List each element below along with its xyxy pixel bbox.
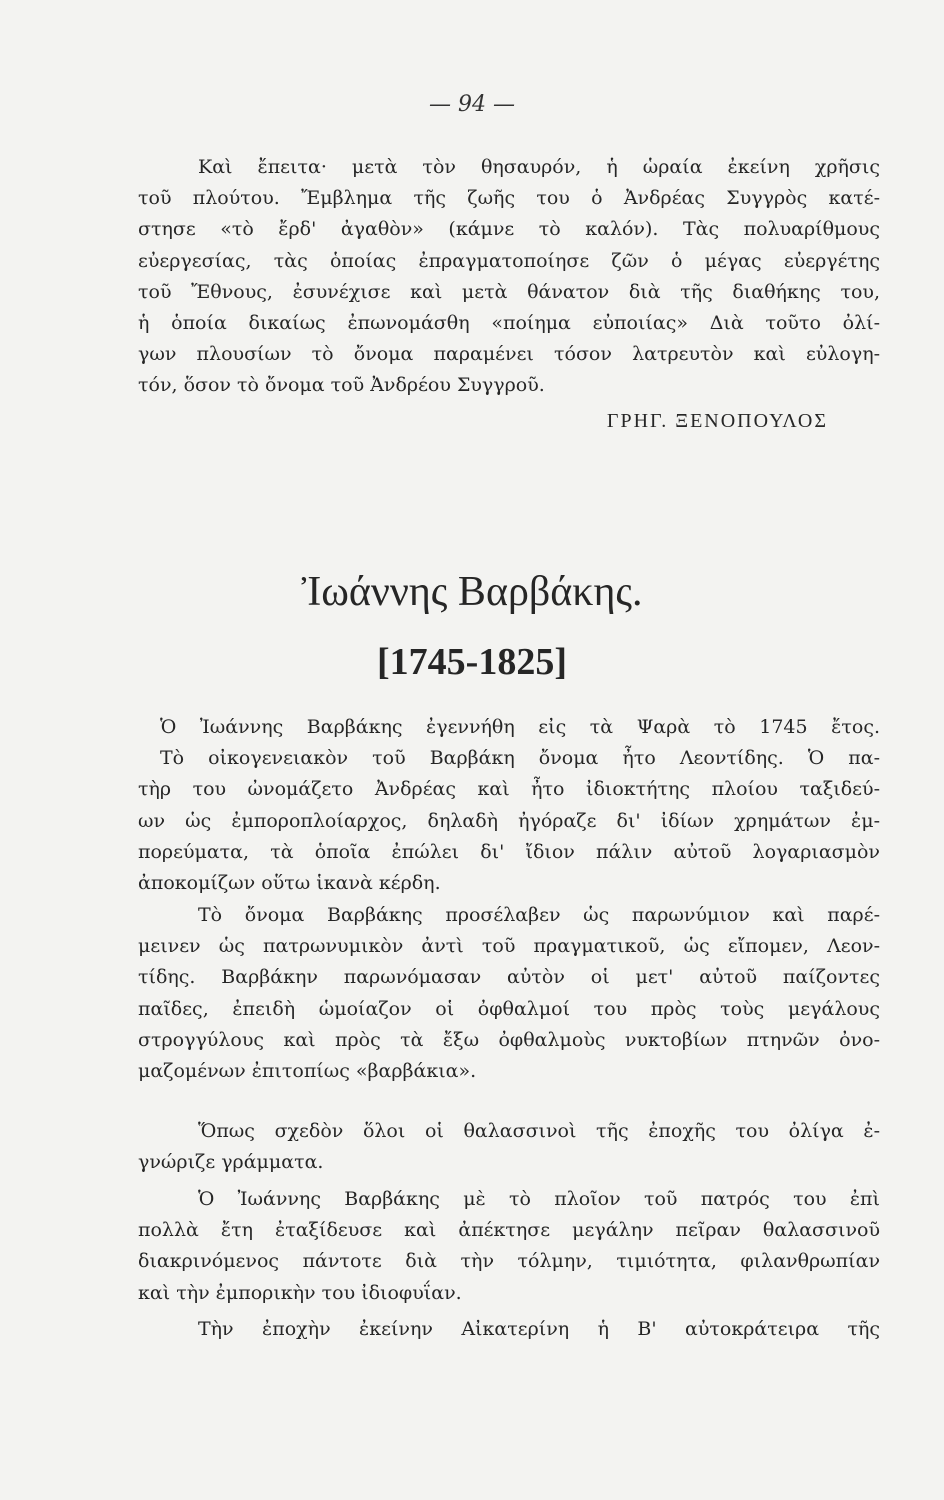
text-line: τὴρ του ὠνομάζετο Ἀνδρέας καὶ ἦτο ἰδιοκτήτης πλοίου ταξιδεύ- [138, 778, 880, 801]
text-line: Ὅπως σχεδὸν ὅλοι οἱ θαλασσινοὶ τῆς ἐποχῆς του ὀλίγα ἐ- [198, 1120, 880, 1142]
text-line: καὶ τὴν ἐμπορικὴν του ἰδιοφυΐαν. [138, 1281, 462, 1304]
text-line: στρογγύλους καὶ πρὸς τὰ ἔξω ὀφθαλμοὺς νυκτοβίων πτηνῶν ὀνο- [138, 1028, 880, 1051]
text-line: ἡ ὁποία δικαίως ἐπωνομάσθη «ποίημα εὐποιίας» Διὰ τοῦτο ὀλί- [138, 311, 880, 334]
text-line: γνώριζε γράμματα. [138, 1151, 324, 1174]
text-line: Ὁ Ἰωάννης Βαρβάκης ἐγεννήθη εἰς τὰ Ψαρὰ τὸ 1745 ἔτος. [160, 716, 880, 738]
text-line: εὐεργεσίας, τὰς ὁποίας ἐπραγματοποίησε ζῶν ὁ μέγας εὐεργέτης [138, 249, 880, 272]
text-line: τόν, ὅσον τὸ ὄνομα τοῦ Ἀνδρέου Συγγροῦ. [138, 374, 545, 397]
text-line: παῖδες, ἐπειδὴ ὡμοίαζον οἱ ὀφθαλμοί του πρὸς τοὺς μεγάλους [138, 997, 880, 1020]
text-line: Καὶ ἔπειτα· μετὰ τὸν θησαυρόν, ἡ ὡραία ἐκείνη χρῆσις [198, 156, 880, 178]
text-line: Τὸ ὄνομα Βαρβάκης προσέλαβεν ὡς παρωνύμιον καὶ παρέ- [198, 904, 880, 926]
text-line: τοῦ πλούτου. Ἔμβλημα τῆς ζωῆς του ὁ Ἀνδρέας Συγγρὸς κατέ- [138, 187, 880, 210]
section-title: Ἰωάννης Βαρβάκης. [301, 569, 643, 615]
text-line: ων ὡς ἐμποροπλοίαρχος, δηλαδὴ ἠγόραζε δι' ἰδίων χρημάτων ἐμ- [138, 809, 880, 832]
page-number: — 94 — [429, 92, 515, 117]
text-line: μεινεν ὡς πατρωνυμικὸν ἀντὶ τοῦ πραγματικοῦ, ὡς εἴπομεν, Λεον- [138, 935, 880, 958]
text-line: πολλὰ ἔτη ἐταξίδευσε καὶ ἀπέκτησε μεγάλην πεῖραν θαλασσινοῦ [138, 1219, 880, 1242]
text-line: γων πλουσίων τὸ ὄνομα παραμένει τόσον λατρευτὸν καὶ εὐλογη- [138, 343, 880, 366]
text-line: μαζομένων ἐπιτοπίως «βαρβάκια». [138, 1059, 477, 1082]
intro-paragraph [138, 152, 880, 402]
paragraph-voyages [138, 1184, 880, 1309]
paragraph-catherine [138, 1314, 880, 1345]
section-years: [1745-1825] [377, 641, 567, 683]
paragraph-birth [138, 712, 880, 899]
text-line: ἀποκομίζων οὕτω ἱκανὰ κέρδη. [138, 871, 441, 894]
text-line: τοῦ Ἔθνους, ἐσυνέχισε καὶ μετὰ θάνατον διὰ τῆς διαθήκης του, [138, 280, 880, 303]
paragraph-literacy [138, 1116, 880, 1178]
author-signature: ΓΡΗΓ. ΞΕΝΟΠΟΥΛΟΣ [606, 410, 828, 432]
text-line: Τὸ οἰκογενειακὸν τοῦ Βαρβάκη ὄνομα ἦτο Λεοντίδης. Ὁ πα- [160, 747, 880, 770]
text-line: διακρινόμενος πάντοτε διὰ τὴν τόλμην, τιμιότητα, φιλανθρωπίαν [138, 1250, 880, 1273]
text-line: στησε «τὸ ἔρδ' ἀγαθὸν» (κάμνε τὸ καλόν). Τὰς πολυαρίθμους [138, 218, 880, 241]
text-line: τίδης. Βαρβάκην παρωνόμασαν αὐτὸν οἱ μετ' αὐτοῦ παίζοντες [138, 966, 880, 989]
text-line: Ὁ Ἰωάννης Βαρβάκης μὲ τὸ πλοῖον τοῦ πατρός του ἐπὶ [198, 1188, 880, 1210]
text-line: Τὴν ἐποχὴν ἐκείνην Αἰκατερίνη ἡ Β' αὐτοκράτειρα τῆς [198, 1318, 880, 1340]
paragraph-name-origin [138, 900, 880, 1087]
text-line: πορεύματα, τὰ ὁποῖα ἐπώλει δι' ἴδιον πάλιν αὐτοῦ λογαριασμὸν [138, 840, 880, 863]
